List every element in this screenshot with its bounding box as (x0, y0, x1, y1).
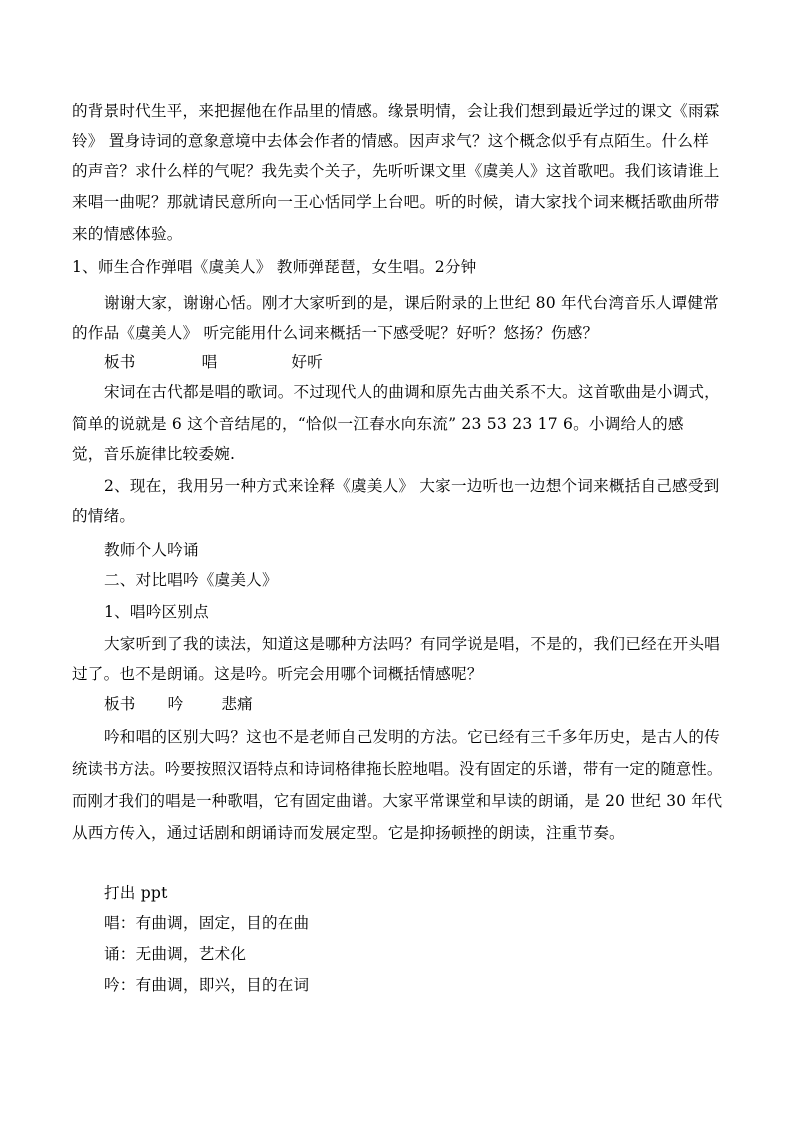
text-line: 过了。也不是朗诵。这是吟。听完会用哪个词概括情感呢？ (72, 665, 483, 683)
text-line: 铃》 置身诗词的意象意境中去体会作者的情感。因声求气？这个概念似乎有点陌生。什么样 (72, 132, 709, 150)
text-line: 来的情感体验。 (72, 225, 183, 243)
text-line: 吟和唱的区别大吗？这也不是老师自己发明的方法。它已经有三千多年历史，是古人的传 (104, 728, 720, 746)
text-line: 打出 ppt (104, 884, 168, 902)
text-line: 吟：有曲调，即兴，目的在词 (104, 976, 310, 994)
text-line: 而刚才我们的唱是一种歌唱，它有固定曲谱。大家平常课堂和早读的朗诵，是 20 世纪 30 年代 (72, 792, 723, 810)
board-word: 好听 (291, 353, 323, 371)
text-line: 2、现在，我用另一种方式来诠释《虞美人》 大家一边听也一边想个词来概括自己感受到 (104, 477, 720, 495)
text-line: 1、唱吟区别点 (104, 603, 209, 621)
board-line (104, 694, 253, 714)
board-line (104, 352, 323, 372)
text-line: 统读书方法。吟要按照汉语特点和诗词格律拖长腔地唱。没有固定的乐谱，带有一定的随意性。 (72, 760, 723, 778)
text-line: 简单的说就是 6 这个音结尾的，“恰似一江春水向东流” 23 53 23 17 6。小调给人的感 (72, 415, 684, 433)
text-line: 来唱一曲呢？那就请民意所向一王心恬同学上台吧。听的时候，请大家找个词来概括歌曲所带 (72, 193, 720, 211)
text-line: 的声音？求什么样的气呢？我先卖个关子，先听听课文里《虞美人》这首歌吧。我们该请谁上 (72, 162, 720, 180)
text-line: 1、师生合作弹唱《虞美人》 教师弹琵琶，女生唱。2分钟 (72, 258, 477, 276)
text-line: 的情绪。 (72, 507, 136, 525)
board-word: 吟 (167, 695, 184, 713)
text-line: 觉，音乐旋律比较委婉. (72, 445, 236, 463)
text-line: 的背景时代生平，来把握他在作品里的情感。缘景明情，会让我们想到最近学过的课文《雨霖 (72, 102, 720, 120)
board-word: 唱 (201, 353, 218, 371)
board-word: 悲痛 (221, 695, 253, 713)
text-line: 大家听到了我的读法，知道这是哪种方法吗？有同学说是唱，不是的，我们已经在开头唱 (104, 635, 720, 653)
text-line: 从西方传入，通过话剧和朗诵诗而发展定型。它是抑扬顿挫的朗读，注重节奏。 (72, 824, 625, 842)
text-line: 谢谢大家，谢谢心恬。刚才大家听到的是，课后附录的上世纪 80 年代台湾音乐人谭健常 (104, 294, 719, 312)
text-line: 二、对比唱吟《虞美人》 (104, 571, 278, 589)
text-line: 诵：无曲调，艺术化 (104, 945, 247, 963)
board-label: 板书 (104, 695, 136, 713)
text-line: 唱：有曲调，固定，目的在曲 (104, 914, 310, 932)
text-line: 宋词在古代都是唱的歌词。不过现代人的曲调和原先古曲关系不大。这首歌曲是小调式， (104, 383, 720, 401)
text-line: 教师个人吟诵 (104, 541, 199, 559)
board-label: 板书 (104, 353, 136, 371)
text-line: 的作品《虞美人》 听完能用什么词来概括一下感受呢？好听？悠扬？伤感？ (72, 324, 599, 342)
